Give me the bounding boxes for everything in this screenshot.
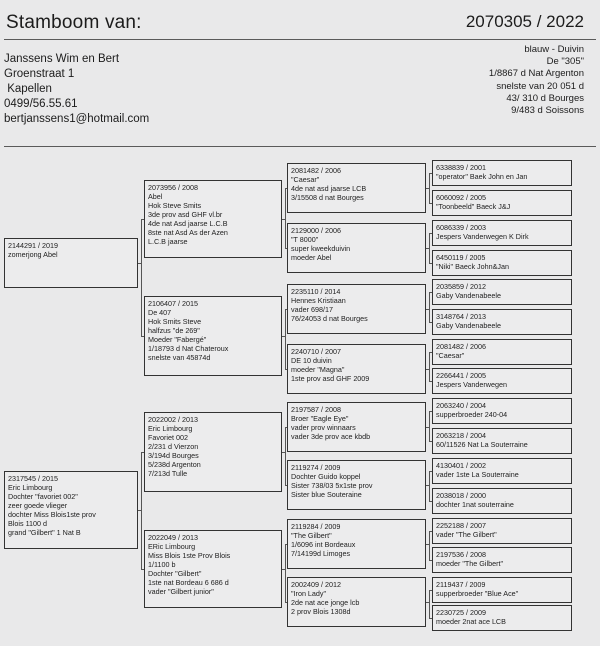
pedigree-line: Eric Limbourg [8,483,53,492]
great-grandparent-box [287,460,426,510]
ring-number: 2002409 / 2012 [291,580,341,589]
connector-line [141,219,144,220]
connector-line [429,381,432,382]
great-great-grandparent-box [432,160,572,186]
pigeon-result-3: 43/ 310 d Bourges [506,92,584,104]
connector-line [285,427,287,428]
pedigree-line: vader prov winnaars [291,423,356,432]
pedigree-line: 3/194d Bourges [148,451,199,460]
pedigree-line: 7/14199d Limoges [291,549,351,558]
pedigree-line: Dochter Guido koppel [291,472,361,481]
pedigree-line: "Toonbeeld" Baeck J&J [436,202,511,211]
connector-line [429,531,430,560]
pedigree-line: 1ste prov asd GHF 2009 [291,374,370,383]
pedigree-line: "The Gilbert" [291,531,332,540]
connector-line [429,411,430,441]
great-great-grandparent-box [432,458,572,484]
ring-number: 2266441 / 2005 [436,371,486,380]
pedigree-line: moeder "The Gilbert" [436,559,504,568]
pedigree-line: halfzus "de 269" [148,326,200,335]
pedigree-line: Hok Steve Smits [148,201,202,210]
connector-line [285,309,286,369]
connector-line [285,248,287,249]
ring-number: 2252188 / 2007 [436,521,486,530]
ring-number: 2119284 / 2009 [291,522,341,531]
connector-line [429,471,432,472]
pedigree-line: "Caesar" [291,175,320,184]
pedigree-line: Jespers Vanderwegen K Dirk [436,232,529,241]
pedigree-line: 3/15508 d nat Bourges [291,193,364,202]
parent-box [4,471,138,549]
pedigree-line: 7/213d Tulle [148,469,188,478]
section-rule [4,146,596,147]
pedigree-line: 8ste nat Asd As der Azen [148,228,228,237]
great-grandparent-box [287,577,426,627]
great-great-grandparent-box [432,190,572,216]
pedigree-line: DE 10 duivin [291,356,332,365]
pedigree-line: moeder Abel [291,253,332,262]
grandparent-box [144,530,282,608]
pedigree-line: Gaby Vandenabeele [436,291,502,300]
connector-line [141,569,144,570]
pedigree-line: ERic Limbourg [148,542,196,551]
connector-line [429,531,432,532]
ring-number: 2119274 / 2009 [291,463,341,472]
ring-number: 2144291 / 2019 [8,241,58,250]
connector-line [429,352,432,353]
pigeon-result-2: snelste van 20 051 d [496,80,584,92]
pedigree-line: 1/1100 b [148,560,176,569]
connector-line [429,590,432,591]
ring-number: 2063218 / 2004 [436,431,486,440]
pedigree-line: 4de nat asd jaarse LCB [291,184,367,193]
pigeon-name: De "305" [546,56,584,68]
pedigree-line: Blois 1100 d [8,519,48,528]
ring-number: 6086339 / 2003 [436,223,486,232]
great-grandparent-box [287,223,426,273]
pedigree-line: "operator" Baek John en Jan [436,172,528,181]
connector-line [141,219,142,336]
pedigree-line: vader 698/17 [291,305,333,314]
pedigree-line: vader 3de prov ace kbdb [291,432,371,441]
ring-number: 2230725 / 2009 [436,608,486,617]
connector-line [429,501,432,502]
ring-number: 2022049 / 2013 [148,533,198,542]
pedigree-line: 1/18793 d Nat Chateroux [148,344,229,353]
great-great-grandparent-box [432,250,572,276]
owner-info [4,52,149,127]
great-great-grandparent-box [432,428,572,454]
pedigree-line: "Iron Lady" [291,589,327,598]
grandparent-box [144,180,282,258]
connector-line [429,292,432,293]
pedigree-line: 3de prov asd GHF vl.br [148,210,223,219]
pedigree-line: 1/6096 int Bordeaux [291,540,356,549]
ring-number: 6450119 / 2005 [436,253,486,262]
pedigree-line: zomerjong Abel [8,250,58,259]
owner-street: Groenstraat 1 [4,68,75,80]
connector-line [285,485,287,486]
connector-line [429,263,432,264]
connector-line [429,173,432,174]
pedigree-line: "Niki" Baeck John&Jan [436,262,510,271]
connector-line [429,441,432,442]
pedigree-line: dochter Miss Blois1ste prov [8,510,96,519]
great-great-grandparent-box [432,398,572,424]
great-grandparent-box [287,344,426,394]
ring-number: 2073956 / 2008 [148,183,198,192]
pedigree-line: Moeder "Fabergé" [148,335,207,344]
pedigree-line: moeder "Magna" [291,365,345,374]
ring-number: 2081482 / 2006 [291,166,341,175]
connector-line [429,590,430,618]
pedigree-line: 76/24053 d nat Bourges [291,314,368,323]
connector-line [429,233,430,263]
pedigree-line: Dochter "favoriet 002" [8,492,78,501]
pedigree-line: Favoriet 002 [148,433,188,442]
great-great-grandparent-box [432,309,572,335]
connector-line [429,173,430,203]
ring-number: 2106407 / 2015 [148,299,198,308]
owner-phone: 0499/56.55.61 [4,98,78,110]
pedigree-line: Hok Smits Steve [148,317,202,326]
pedigree-line: moeder 2nat ace LCB [436,617,506,626]
pedigree-line: Miss Blois 1ste Prov Blois [148,551,231,560]
connector-line [429,203,432,204]
pedigree-line: supperbroeder "Blue Ace" [436,589,519,598]
ring-number: 2129000 / 2006 [291,226,341,235]
connector-line [285,188,287,189]
pedigree-line: super kweekduivin [291,244,351,253]
ring-number: 6060092 / 2005 [436,193,486,202]
connector-line [429,292,430,322]
pedigree-line: Sister blue Souteraine [291,490,362,499]
pigeon-info [489,44,584,117]
ring-number: 2240710 / 2007 [291,347,341,356]
pedigree-line: 60/11526 Nat La Souterraine [436,440,528,449]
ring-number: 6338839 / 2001 [436,163,486,172]
pedigree-line: Broer "Eagle Eye" [291,414,349,423]
pigeon-result-4: 9/483 d Soissons [511,105,584,117]
great-grandparent-box [287,402,426,452]
pedigree-line: Hennes Kristiaan [291,296,346,305]
connector-line [429,471,430,501]
great-great-grandparent-box [432,339,572,365]
pedigree-line: De 407 [148,308,172,317]
connector-line [141,452,142,569]
pedigree-line: 5/238d Argenton [148,460,201,469]
great-grandparent-box [287,284,426,334]
ring-number: 2063240 / 2004 [436,401,486,410]
pedigree-line: dochter 1nat souterraine [436,500,514,509]
pedigree-line: vader "The Gilbert" [436,530,497,539]
great-great-grandparent-box [432,547,572,573]
connector-line [285,544,287,545]
pedigree-line: 1ste nat Bordeau 6 686 d [148,578,229,587]
pedigree-line: "T 8000" [291,235,319,244]
connector-line [285,544,286,602]
great-grandparent-box [287,163,426,213]
pedigree-line: 2/231 d Vierzon [148,442,199,451]
ring-number: 2317545 / 2015 [8,474,58,483]
pedigree-line: Jespers Vanderwegen [436,380,507,389]
ring-number: 2022002 / 2013 [148,415,198,424]
grandparent-box [144,296,282,376]
connector-line [285,188,286,248]
pigeon-result-1: 1/8867 d Nat Argenton [488,68,584,80]
ring-number: 2197587 / 2008 [291,405,341,414]
ring-number: 3148764 / 2013 [436,312,486,321]
pedigree-line: L.C.B jaarse [148,237,188,246]
grandparent-box [144,412,282,492]
pedigree-line: zeer goede vlieger [8,501,68,510]
ring-number: 2081482 / 2006 [436,342,486,351]
pedigree-line: snelste van 45874d [148,353,211,362]
great-great-grandparent-box [432,488,572,514]
ring-number: 2119437 / 2009 [436,580,486,589]
connector-line [285,369,287,370]
pedigree-line: Abel [148,192,163,201]
pedigree-line: "Caesar" [436,351,465,360]
page-title: Stamboom van: [6,12,142,33]
pedigree-line: Dochter "Gilbert" [148,569,202,578]
connector-line [141,452,144,453]
pedigree-line: supperbroeder 240-04 [436,410,508,419]
great-great-grandparent-box [432,605,572,631]
connector-line [429,411,432,412]
connector-line [429,322,432,323]
pedigree-line: Gaby Vandenabeele [436,321,502,330]
great-great-grandparent-box [432,220,572,246]
header-rule [4,39,596,40]
great-great-grandparent-box [432,279,572,305]
pedigree-line: 2de nat ace jonge lcb [291,598,360,607]
connector-line [285,309,287,310]
pedigree-line: grand "Gilbert" 1 Nat B [8,528,81,537]
owner-name: Janssens Wim en Bert [4,53,120,65]
pedigree-line: 2 prov Blois 1308d [291,607,351,616]
pedigree-line: Sister 738/03 5x1ste prov [291,481,373,490]
great-great-grandparent-box [432,368,572,394]
pedigree-line: Eric Limbourg [148,424,193,433]
ring-number: 2035859 / 2012 [436,282,486,291]
ring-number: 4130401 / 2002 [436,461,486,470]
connector-line [141,336,144,337]
parent-box [4,238,138,288]
pedigree-line: vader 1ste La Souterraine [436,470,519,479]
ring-number: 2070305 / 2022 [465,12,584,31]
ring-number: 2038018 / 2000 [436,491,486,500]
owner-email: bertjanssens1@hotmail.com [4,113,150,125]
pedigree-line: vader "Gilbert junior" [148,587,214,596]
ring-number: 2197536 / 2008 [436,550,486,559]
connector-line [429,618,432,619]
great-grandparent-box [287,519,426,569]
pedigree-line: 4de nat Asd jaarse L.C.B [148,219,228,228]
great-great-grandparent-box [432,518,572,544]
connector-line [429,352,430,381]
great-great-grandparent-box [432,577,572,603]
connector-line [429,233,432,234]
connector-line [285,427,286,485]
connector-line [285,602,287,603]
ring-number: 2235110 / 2014 [291,287,341,296]
owner-city: Kapellen [4,83,52,95]
pigeon-color-sex: blauw - Duivin [524,44,584,55]
connector-line [429,560,432,561]
